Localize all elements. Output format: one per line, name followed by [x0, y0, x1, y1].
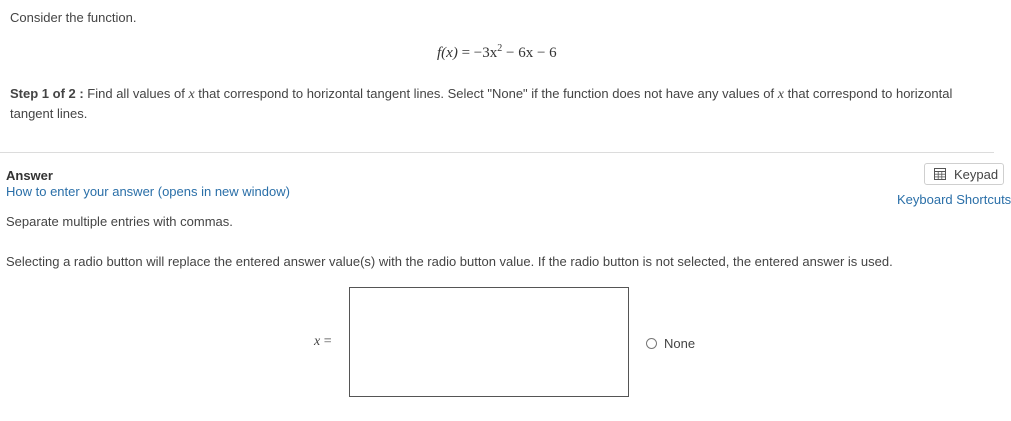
step-label: Step 1 of 2 : — [10, 86, 84, 101]
step-var-x-1: x — [188, 87, 195, 102]
separate-entries-note: Separate multiple entries with commas. — [6, 214, 233, 229]
keyboard-shortcuts-link[interactable]: Keyboard Shortcuts — [897, 192, 1011, 207]
keypad-button[interactable] — [924, 163, 1004, 185]
equals-sign: = — [320, 334, 332, 349]
formula-exponent: 2 — [497, 43, 503, 54]
step-var-x-2: x — [777, 87, 784, 102]
x-equals-label — [314, 334, 332, 350]
formula-rhs-pre: −3x — [473, 45, 498, 61]
question-intro: Consider the function. — [10, 10, 137, 25]
none-radio-option[interactable] — [646, 336, 695, 351]
step-text-3: that correspond to horizontal tangent lines. — [10, 86, 953, 121]
none-label: None — [664, 336, 696, 351]
radio-button-note: Selecting a radio button will replace the entered answer value(s) with the radio button value. If the radio button is not selected, the entered answer is used. — [6, 254, 893, 269]
step-instructions — [10, 84, 985, 123]
how-to-enter-answer-link[interactable]: How to enter your answer (opens in new window) — [6, 184, 290, 199]
function-formula — [437, 43, 557, 62]
answer-title: Answer — [6, 168, 53, 183]
radio-icon[interactable] — [646, 338, 657, 349]
section-divider — [0, 152, 994, 153]
answer-input[interactable] — [349, 287, 629, 397]
keypad-icon — [934, 168, 946, 180]
formula-rhs-post: − 6x − 6 — [502, 45, 557, 61]
keypad-label: Keypad — [954, 166, 999, 182]
x-variable: x — [314, 334, 321, 349]
formula-equals: = — [457, 45, 474, 61]
formula-lhs: f(x) — [437, 45, 458, 61]
step-text-1: Find all values of — [83, 86, 189, 101]
step-text-2: that correspond to horizontal tangent lines. Select "None" if the function does not have any values of — [194, 86, 778, 101]
